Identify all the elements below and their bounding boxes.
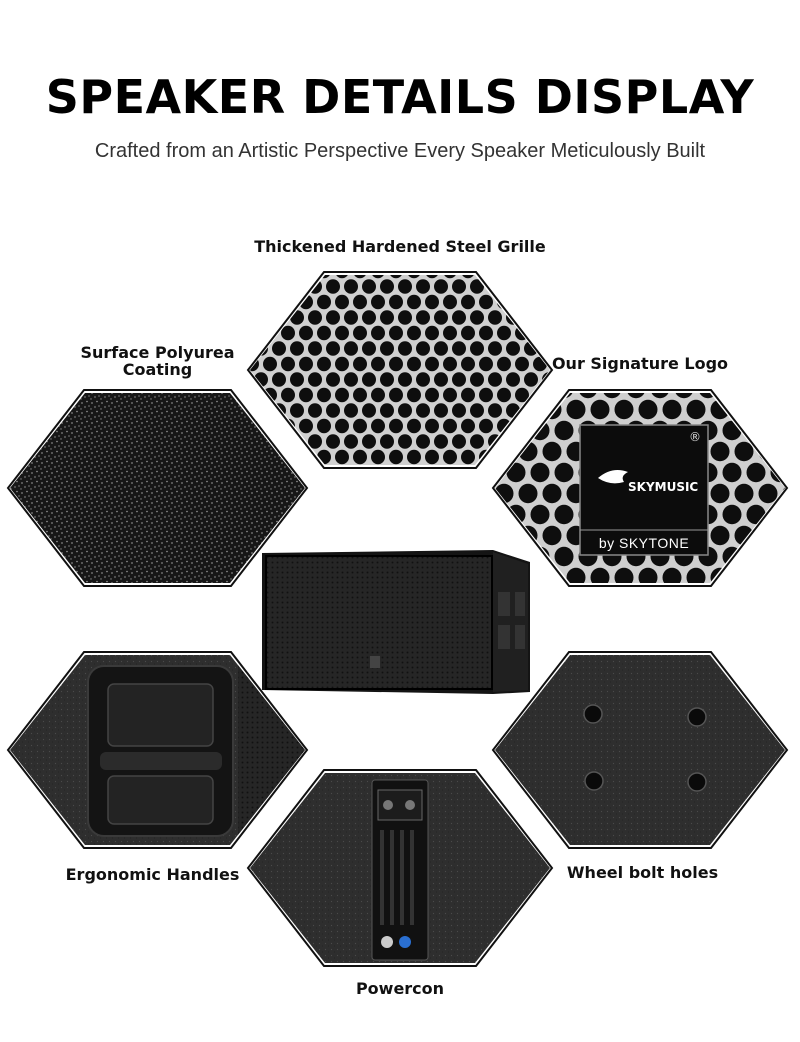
brand-registered-mark: ®: [689, 430, 701, 444]
badge-icon: [370, 656, 380, 668]
bolt-hole-icon: [688, 708, 706, 726]
label-handles: Ergonomic Handles: [65, 865, 240, 884]
wheels-hexagon: [493, 652, 787, 848]
page-title: SPEAKER DETAILS DISPLAY: [45, 70, 755, 124]
bolt-hole-icon: [688, 773, 706, 791]
bolt-hole-icon: [585, 772, 603, 790]
handle-icon: [498, 592, 510, 616]
page-subtitle: Crafted from an Artistic Perspective Every Speaker Meticulously Built: [94, 140, 706, 162]
label-coating-line1: Surface Polyurea: [80, 343, 235, 362]
brand-name: SKYMUSIC: [628, 480, 699, 494]
brand-tagline: by SKYTONE: [598, 535, 690, 551]
label-logo: Our Signature Logo: [551, 354, 729, 373]
label-powercon: Powercon: [355, 979, 445, 998]
powercon-hexagon: [248, 770, 552, 966]
label-coating-line2: Coating: [122, 360, 193, 379]
speaker-cabinet: [262, 550, 530, 694]
grille-hexagon: [248, 272, 552, 468]
label-grille: Thickened Hardened Steel Grille: [254, 237, 546, 256]
label-wheels: Wheel bolt holes: [566, 863, 719, 882]
bolt-hole-icon: [584, 705, 602, 723]
